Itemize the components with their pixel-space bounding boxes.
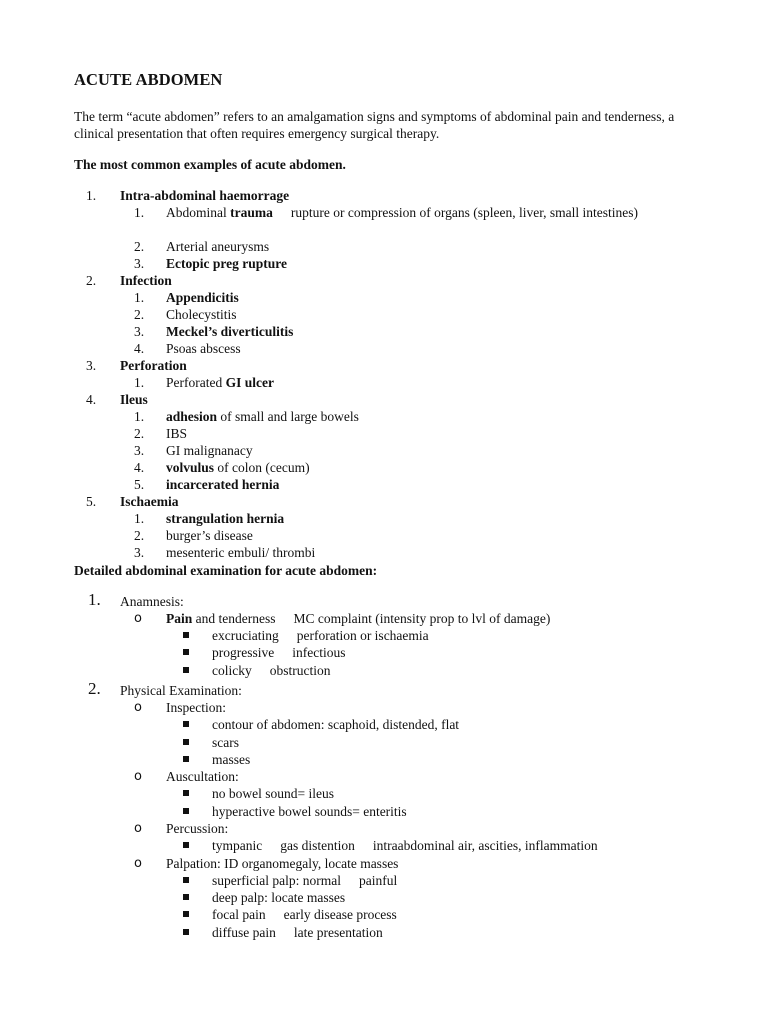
exam-step	[0, 590, 768, 610]
exam-subitem	[0, 820, 768, 837]
hollow-bullet-icon: o	[134, 611, 142, 626]
item-text: IBS	[166, 426, 188, 441]
exam-point	[0, 734, 768, 751]
square-bullet-icon	[183, 739, 189, 745]
exam-subitem	[0, 855, 768, 872]
list-item	[0, 204, 768, 238]
item-bold-text: Appendicitis	[166, 290, 239, 305]
list-item	[0, 510, 768, 527]
exam-point	[0, 924, 768, 941]
item-bold-text: volvulus	[166, 460, 215, 475]
square-bullet-icon	[183, 649, 189, 655]
category-name: Ischaemia	[120, 494, 179, 509]
exam-subitem-text: Auscultation:	[166, 769, 239, 785]
exam-subitem-text: Percussion:	[166, 821, 229, 837]
item-number: 2.	[134, 528, 145, 543]
list-item	[0, 340, 768, 357]
item-text	[166, 510, 284, 527]
item-text: GI malignanacy	[166, 443, 253, 458]
list-item	[0, 238, 768, 255]
square-bullet-icon	[183, 808, 189, 814]
square-bullet-icon	[183, 790, 189, 796]
square-bullet-icon	[183, 756, 189, 762]
category-row	[0, 493, 768, 510]
square-bullet-icon	[183, 632, 189, 638]
item-text: Psoas abscess	[166, 341, 241, 356]
item-text: Perforated GI ulcer	[166, 375, 274, 390]
item-number: 1.	[134, 375, 145, 390]
exam-point-text: scars	[212, 734, 239, 750]
item-number: 1.	[134, 409, 145, 424]
item-number: 4.	[134, 341, 145, 356]
category-number: 3.	[86, 358, 97, 373]
item-number: 1.	[134, 205, 145, 220]
item-text	[166, 255, 287, 272]
list-item	[0, 323, 768, 340]
list-item	[0, 442, 768, 459]
exam-step	[0, 679, 768, 699]
item-text: volvulus of colon (cecum)	[166, 460, 310, 475]
square-bullet-icon	[183, 894, 189, 900]
list-item	[0, 425, 768, 442]
square-bullet-icon	[183, 911, 189, 917]
list-item	[0, 459, 768, 476]
exam-point	[0, 662, 768, 679]
item-number: 2.	[134, 307, 145, 322]
item-number: 2.	[134, 426, 145, 441]
list-item	[0, 476, 768, 493]
exam-point	[0, 751, 768, 768]
item-text: Cholecystitis	[166, 307, 237, 322]
exam-subitem-text: Palpation: ID organomegaly, locate masses	[166, 855, 399, 871]
item-bold-text: Ectopic preg rupture	[166, 256, 287, 271]
item-bold-text: trauma	[230, 205, 273, 220]
exam-point	[0, 906, 768, 923]
exam-point	[0, 837, 768, 854]
exam-step-label: Anamnesis:	[120, 594, 184, 609]
item-text: Arterial aneurysms	[166, 239, 270, 254]
item-text	[166, 476, 279, 493]
square-bullet-icon	[183, 721, 189, 727]
square-bullet-icon	[183, 667, 189, 673]
hollow-bullet-icon: o	[134, 821, 142, 837]
exam-step-number: 2.	[88, 679, 101, 699]
category-row	[0, 272, 768, 289]
category-number: 2.	[86, 273, 97, 288]
category-name: Infection	[120, 273, 172, 288]
exam-subitem	[0, 610, 768, 627]
exam-point	[0, 644, 768, 661]
category-number: 1.	[86, 188, 97, 203]
exam-point-text: contour of abdomen: scaphoid, distended, flat	[212, 717, 460, 733]
list-item	[0, 544, 768, 561]
item-number: 3.	[134, 545, 145, 560]
exam-point-text: hyperactive bowel sounds= enteritis	[212, 803, 407, 819]
exam-subitem-bold: Pain	[166, 611, 193, 626]
exam-point	[0, 627, 768, 644]
list-item	[0, 289, 768, 306]
category-name: Intra-abdominal haemorrage	[120, 188, 290, 203]
list-item	[0, 255, 768, 272]
list-item	[0, 527, 768, 544]
exam-step-label: Physical Examination:	[120, 683, 242, 699]
exam-subitem-text: Inspection:	[166, 700, 226, 716]
item-bold-text: Meckel’s diverticulitis	[166, 324, 294, 339]
square-bullet-icon	[183, 929, 189, 935]
square-bullet-icon	[183, 877, 189, 883]
hollow-bullet-icon: o	[134, 769, 142, 785]
item-number: 3.	[134, 443, 145, 458]
exam-point	[0, 872, 768, 889]
item-text: Abdominal trauma rupture or compression of organs (spleen, liver, small intestines)	[166, 205, 639, 220]
section-heading-examination: Detailed abdominal examination for acute abdomen:	[74, 563, 378, 578]
exam-point	[0, 889, 768, 906]
intro-paragraph: The term “acute abdomen” refers to an amalgamation signs and symptoms of abdominal pain and tenderness, a clinical presentation that often requires emergency surgical therapy.	[74, 109, 675, 141]
category-row	[0, 187, 768, 204]
exam-point-text: deep palp: locate masses	[212, 889, 346, 905]
section-heading-examples: The most common examples of acute abdomen.	[74, 157, 346, 172]
exam-point-text: tympanic gas distention intraabdominal air, ascities, inflammation	[212, 838, 598, 854]
category-name: Ileus	[120, 392, 148, 407]
list-item	[0, 374, 768, 391]
exam-point-text: masses	[212, 751, 251, 767]
exam-point-text: excruciating perforation or ischaemia	[212, 628, 429, 643]
hollow-bullet-icon: o	[134, 700, 142, 716]
category-number: 4.	[86, 392, 97, 407]
square-bullet-icon	[183, 842, 189, 848]
exam-point-text: superficial palp: normal painful	[212, 872, 398, 888]
item-bold-text: adhesion	[166, 409, 218, 424]
item-text: mesenteric embuli/ thrombi	[166, 545, 316, 560]
examination-list	[0, 590, 768, 941]
list-item	[0, 306, 768, 323]
exam-point-text: diffuse pain late presentation	[212, 924, 383, 940]
exam-point	[0, 785, 768, 802]
category-row	[0, 357, 768, 374]
item-bold-text: GI ulcer	[225, 375, 274, 390]
item-text: burger’s disease	[166, 528, 253, 543]
category-number: 5.	[86, 494, 97, 509]
item-number: 2.	[134, 239, 145, 254]
list-item	[0, 408, 768, 425]
exam-point-text: colicky obstruction	[212, 662, 331, 678]
exam-step-number: 1.	[88, 590, 101, 609]
item-text	[166, 323, 293, 340]
category-row	[0, 391, 768, 408]
item-bold-text: incarcerated hernia	[166, 477, 280, 492]
item-number: 5.	[134, 477, 145, 492]
item-bold-text: strangulation hernia	[166, 511, 285, 526]
exam-subitem-text: Pain and tenderness MC complaint (intensity prop to lvl of damage)	[166, 611, 551, 626]
item-number: 4.	[134, 460, 145, 475]
item-number: 3.	[134, 324, 145, 339]
exam-point-text: progressive infectious	[212, 645, 346, 661]
exam-point-text: focal pain early disease process	[212, 907, 397, 923]
exam-subitem	[0, 768, 768, 785]
item-number: 3.	[134, 256, 145, 271]
category-name: Perforation	[120, 358, 187, 373]
item-number: 1.	[134, 511, 145, 526]
exam-point	[0, 803, 768, 820]
examples-list	[0, 187, 768, 561]
exam-point	[0, 716, 768, 733]
exam-subitem	[0, 699, 768, 716]
item-text	[166, 289, 239, 306]
exam-point-text: no bowel sound= ileus	[212, 786, 334, 802]
item-text: adhesion of small and large bowels	[166, 409, 359, 424]
hollow-bullet-icon: o	[134, 855, 142, 871]
item-number: 1.	[134, 290, 145, 305]
page-title: ACUTE ABDOMEN	[74, 70, 223, 89]
